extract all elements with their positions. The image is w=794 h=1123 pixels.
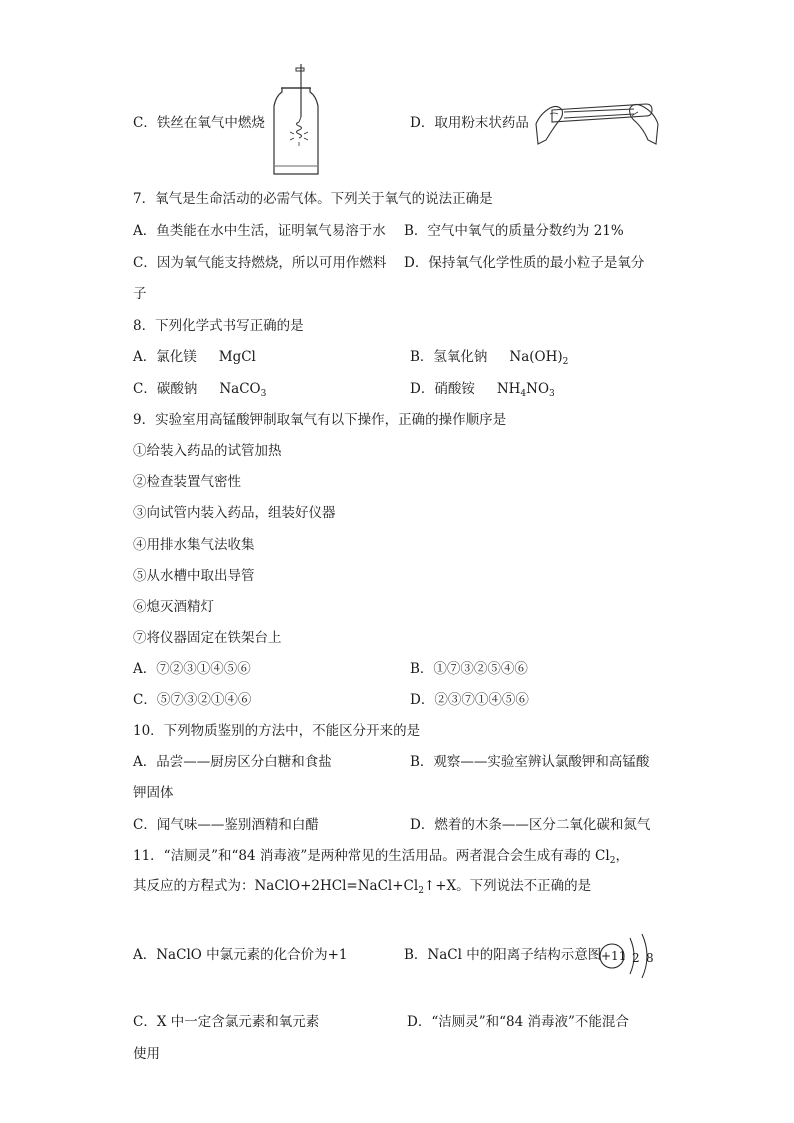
q8-option-a-label: A．氯化镁 bbox=[133, 349, 197, 365]
q11-stem-line-1 bbox=[133, 846, 629, 866]
formula-subscript: 4 bbox=[520, 389, 527, 399]
q8-stem: 8．下列化学式书写正确的是 bbox=[133, 318, 304, 334]
q9-step: ④用排水集气法收集 bbox=[133, 537, 255, 553]
q9-option-b: B．①⑦③②⑤④⑥ bbox=[410, 661, 528, 677]
formula-part: NO bbox=[526, 381, 550, 397]
q8-option-b-formula bbox=[509, 349, 568, 365]
formula-main: Na(OH) bbox=[509, 349, 563, 365]
q10-option-d: D．燃着的木条——区分二氧化碳和氮气 bbox=[410, 817, 651, 833]
q7-stem: 7．氧气是生命活动的必需气体。下列关于氧气的说法正确是 bbox=[133, 191, 493, 207]
q7-option-a: A．鱼类能在水中生活，证明氧气易溶于水 bbox=[133, 223, 386, 239]
q11-option-b: B．NaCl 中的阳离子结构示意图 bbox=[404, 947, 602, 963]
q11-stem-text: ， bbox=[615, 848, 629, 864]
sodium-ion-structure-diagram bbox=[598, 930, 662, 982]
q9-step: ①给装入药品的试管加热 bbox=[133, 443, 282, 459]
q8-option-b-label: B．氢氧化钠 bbox=[410, 349, 488, 365]
q11-stem-text: 11．“洁厕灵”和“84 消毒液”是两种常见的生活用品。两者混合会生成有毒的 Cl bbox=[133, 848, 610, 864]
q11-option-d-continued: 使用 bbox=[133, 1046, 160, 1062]
nucleus-charge: +11 bbox=[601, 949, 627, 963]
q9-step: ③向试管内装入药品，组装好仪器 bbox=[133, 505, 336, 521]
q10-option-b-continued: 钾固体 bbox=[133, 785, 174, 801]
formula-subscript: 3 bbox=[549, 389, 555, 399]
q10-stem: 10．下列物质鉴别的方法中，不能区分开来的是 bbox=[133, 723, 421, 739]
q10-option-c: C．闻气味——鉴别酒精和白醋 bbox=[133, 817, 319, 833]
q8-option-c-formula bbox=[219, 381, 266, 397]
q8-option-c-label: C．碳酸钠 bbox=[133, 381, 198, 397]
q8-option-b bbox=[410, 347, 568, 367]
q11-option-a: A．NaClO 中氯元素的化合价为+1 bbox=[133, 947, 348, 963]
q9-option-d: D．②③⑦①④⑤⑥ bbox=[410, 692, 529, 708]
q10-option-b: B．观察——实验室辨认氯酸钾和高锰酸 bbox=[410, 754, 650, 770]
q7-option-b: B．空气中氧气的质量分数约为 21% bbox=[404, 223, 624, 239]
shell-1-electrons: 2 bbox=[632, 951, 640, 965]
q9-step: ⑥熄灭酒精灯 bbox=[133, 599, 214, 615]
q11-option-c: C．X 中一定含氯元素和氧元素 bbox=[133, 1014, 320, 1030]
formula-main: NaCO bbox=[219, 381, 261, 397]
q11-stem-text: 其反应的方程式为：NaClO+2HCl=NaCl+Cl bbox=[133, 878, 419, 894]
q7-option-d: D．保持氧气化学性质的最小粒子是氧分 bbox=[404, 255, 645, 271]
q9-step: ⑦将仪器固定在铁架台上 bbox=[133, 630, 282, 646]
q9-option-c: C．⑤⑦③②①④⑥ bbox=[133, 692, 252, 708]
q8-option-c bbox=[133, 379, 266, 399]
q8-option-d bbox=[410, 379, 555, 399]
q9-step: ②检查装置气密性 bbox=[133, 474, 241, 490]
q7-option-d-continued: 子 bbox=[133, 286, 147, 302]
formula-subscript: 2 bbox=[562, 357, 569, 367]
q11-option-d: D．“洁厕灵”和“84 消毒液”不能混合 bbox=[407, 1014, 629, 1030]
q11-stem-line-2 bbox=[133, 876, 591, 896]
q8-option-d-formula bbox=[497, 381, 555, 397]
q9-option-a: A．⑦②③①④⑤⑥ bbox=[133, 661, 251, 677]
formula-subscript: 2 bbox=[418, 886, 424, 896]
powder-test-tube-hands-icon bbox=[534, 94, 660, 146]
iron-wire-burning-jar-icon bbox=[268, 62, 324, 178]
q9-step: ⑤从水槽中取出导管 bbox=[133, 568, 255, 584]
q8-option-d-label: D．硝酸铵 bbox=[410, 381, 475, 397]
q9-stem: 9．实验室用高锰酸钾制取氧气有以下操作，正确的操作顺序是 bbox=[133, 412, 507, 428]
q8-option-a-formula: MgCl bbox=[218, 349, 256, 365]
q6-option-d: D．取用粉末状药品 bbox=[410, 115, 529, 131]
q8-option-a bbox=[133, 347, 256, 367]
q6-option-c: C．铁丝在氧气中燃烧 bbox=[133, 115, 265, 131]
q7-option-c: C．因为氧气能支持燃烧，所以可用作燃料 bbox=[133, 255, 387, 271]
q10-option-a: A．品尝——厨房区分白糖和食盐 bbox=[133, 754, 332, 770]
q11-stem-text: ↑+X。下列说法不正确的是 bbox=[423, 878, 592, 894]
formula-subscript: 3 bbox=[260, 389, 267, 399]
formula-part: NH bbox=[496, 381, 521, 397]
shell-2-electrons: 8 bbox=[646, 951, 654, 965]
formula-subscript: 2 bbox=[609, 856, 616, 866]
